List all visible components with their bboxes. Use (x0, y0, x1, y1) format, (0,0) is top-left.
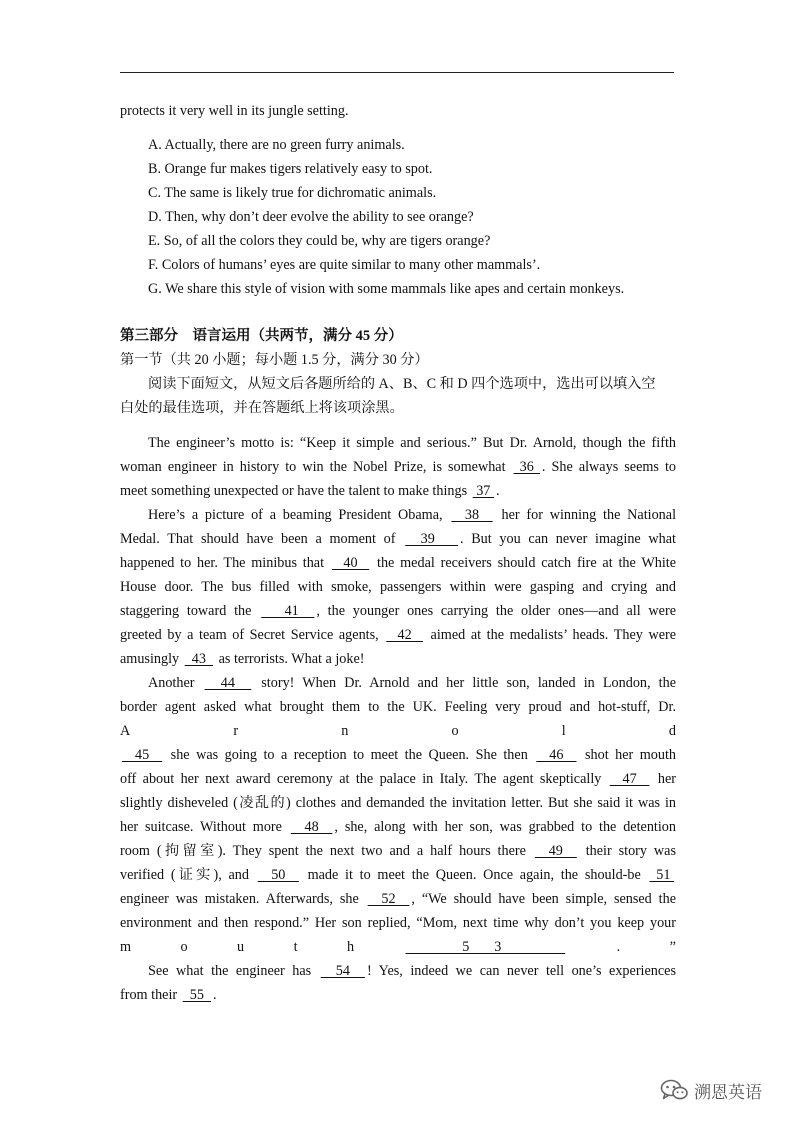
blank-45[interactable]: 45 (122, 747, 163, 763)
blank-55[interactable]: 55 (182, 987, 212, 1003)
intro-line: protects it very well in its jungle setting. (120, 103, 349, 119)
blank-39[interactable]: 39 (405, 531, 458, 547)
passage-line: her suitcase. Without more 48 , she, along with her son, was grabbed to the detention (120, 819, 676, 835)
passage-line: See what the engineer has 54 ! Yes, indeed we can never tell one’s experiences (148, 963, 676, 979)
passage-line: border agent asked what brought them to the UK. Feeling very proud and hot-stuff, Dr. (120, 699, 676, 715)
blank-42[interactable]: 42 (386, 627, 423, 643)
passage-line: amusingly 43 as terrorists. What a joke! (120, 651, 365, 667)
header-rule (120, 72, 674, 73)
passage-line: meet something unexpected or have the talent to make things 37 . (120, 483, 500, 499)
passage-line: House door. The bus filled with smoke, passengers within were gasping and crying and (120, 579, 676, 595)
blank-52[interactable]: 52 (367, 891, 410, 907)
watermark-text: 溯恩英语 (694, 1082, 762, 1103)
blank-36[interactable]: 36 (513, 459, 540, 475)
blank-46[interactable]: 46 (536, 747, 577, 763)
option-e: E. So, of all the colors they could be, why are tigers orange? (148, 233, 491, 249)
passage-line: environment and then respond.” Her son replied, “Mom, next time why don’t you keep your (120, 915, 676, 931)
blank-47[interactable]: 47 (609, 771, 650, 787)
passage-line: staggering toward the 41 , the younger ones carrying the older ones—and all were (120, 603, 676, 619)
option-c: C. The same is likely true for dichromatic animals. (148, 185, 437, 201)
blank-50[interactable]: 50 (257, 867, 299, 883)
instruction-line-1: 阅读下面短文，从短文后各题所给的 A、B、C 和 D 四个选项中，选出可以填入空 (148, 376, 656, 392)
blank-51[interactable]: 51 (649, 867, 674, 883)
blank-38[interactable]: 38 (451, 507, 493, 523)
passage-line: Medal. That should have been a moment of 39 . But you can never imagine what (120, 531, 676, 547)
passage-line: slightly disheveled (凌乱的) clothes and demanded the invitation letter. But she said it was in (120, 795, 676, 811)
passage-line: The engineer’s motto is: “Keep it simple and serious.” But Dr. Arnold, though the fifth (148, 435, 676, 451)
passage-line: greeted by a team of Secret Service agents, 42 aimed at the medalists’ heads. They were (120, 627, 677, 643)
option-d: D. Then, why don’t deer evolve the ability to see orange? (148, 209, 474, 225)
blank-44[interactable]: 44 (204, 675, 252, 691)
passage-line: engineer was mistaken. Afterwards, she 52 , “We should have been simple, sensed the (120, 891, 676, 907)
passage-line: verified (证实), and 50 made it to meet the Queen. Once again, the should-be 51 (120, 867, 674, 883)
passage-line: off about her next award ceremony at the palace in Italy. The agent skeptically 47 her (120, 771, 676, 787)
part3-heading: 第三部分 语言运用（共两节，满分 45 分） (120, 328, 403, 344)
blank-43[interactable]: 43 (184, 651, 214, 667)
passage-line: Here’s a picture of a beaming President Obama, 38 her for winning the National (148, 507, 677, 523)
option-g: G. We share this style of vision with some mammals like apes and certain monkeys. (148, 281, 625, 297)
blank-54[interactable]: 54 (320, 963, 365, 979)
passage-line: woman engineer in history to win the Nobel Prize, is somewhat 36 . She always seems to (120, 459, 677, 475)
passage-line: happened to her. The minibus that 40 the medal receivers should catch fire at the White (120, 555, 677, 571)
section1-heading: 第一节（共 20 小题；每小题 1.5 分，满分 30 分） (120, 352, 429, 368)
blank-37[interactable]: 37 (472, 483, 494, 499)
passage-line-spread: m o u t h 5 3 . ” (120, 939, 676, 955)
passage-line: room (拘留室). They spent the next two and a half hours there 49 their story was (120, 843, 676, 859)
instruction-line-2: 白处的最佳选项，并在答题纸上将该项涂黑。 (120, 400, 404, 416)
passage-line-spread: A r n o l d (120, 723, 676, 739)
passage-line: from their 55 . (120, 987, 217, 1003)
passage-line: 45 she was going to a reception to meet the Queen. She then 46 shot her mouth (122, 747, 677, 763)
wechat-icon (660, 1079, 688, 1101)
blank-53[interactable]: 5 3 (405, 939, 566, 955)
blank-40[interactable]: 40 (331, 555, 370, 571)
passage-line: Another 44 story! When Dr. Arnold and her little son, landed in London, the (148, 675, 676, 691)
blank-48[interactable]: 48 (290, 819, 333, 835)
watermark (660, 1079, 762, 1101)
blank-49[interactable]: 49 (534, 843, 577, 859)
option-a: A. Actually, there are no green furry animals. (148, 137, 405, 153)
blank-41[interactable]: 41 (261, 603, 315, 619)
option-f: F. Colors of humans’ eyes are quite similar to many other mammals’. (148, 257, 541, 273)
option-b: B. Orange fur makes tigers relatively easy to spot. (148, 161, 433, 177)
